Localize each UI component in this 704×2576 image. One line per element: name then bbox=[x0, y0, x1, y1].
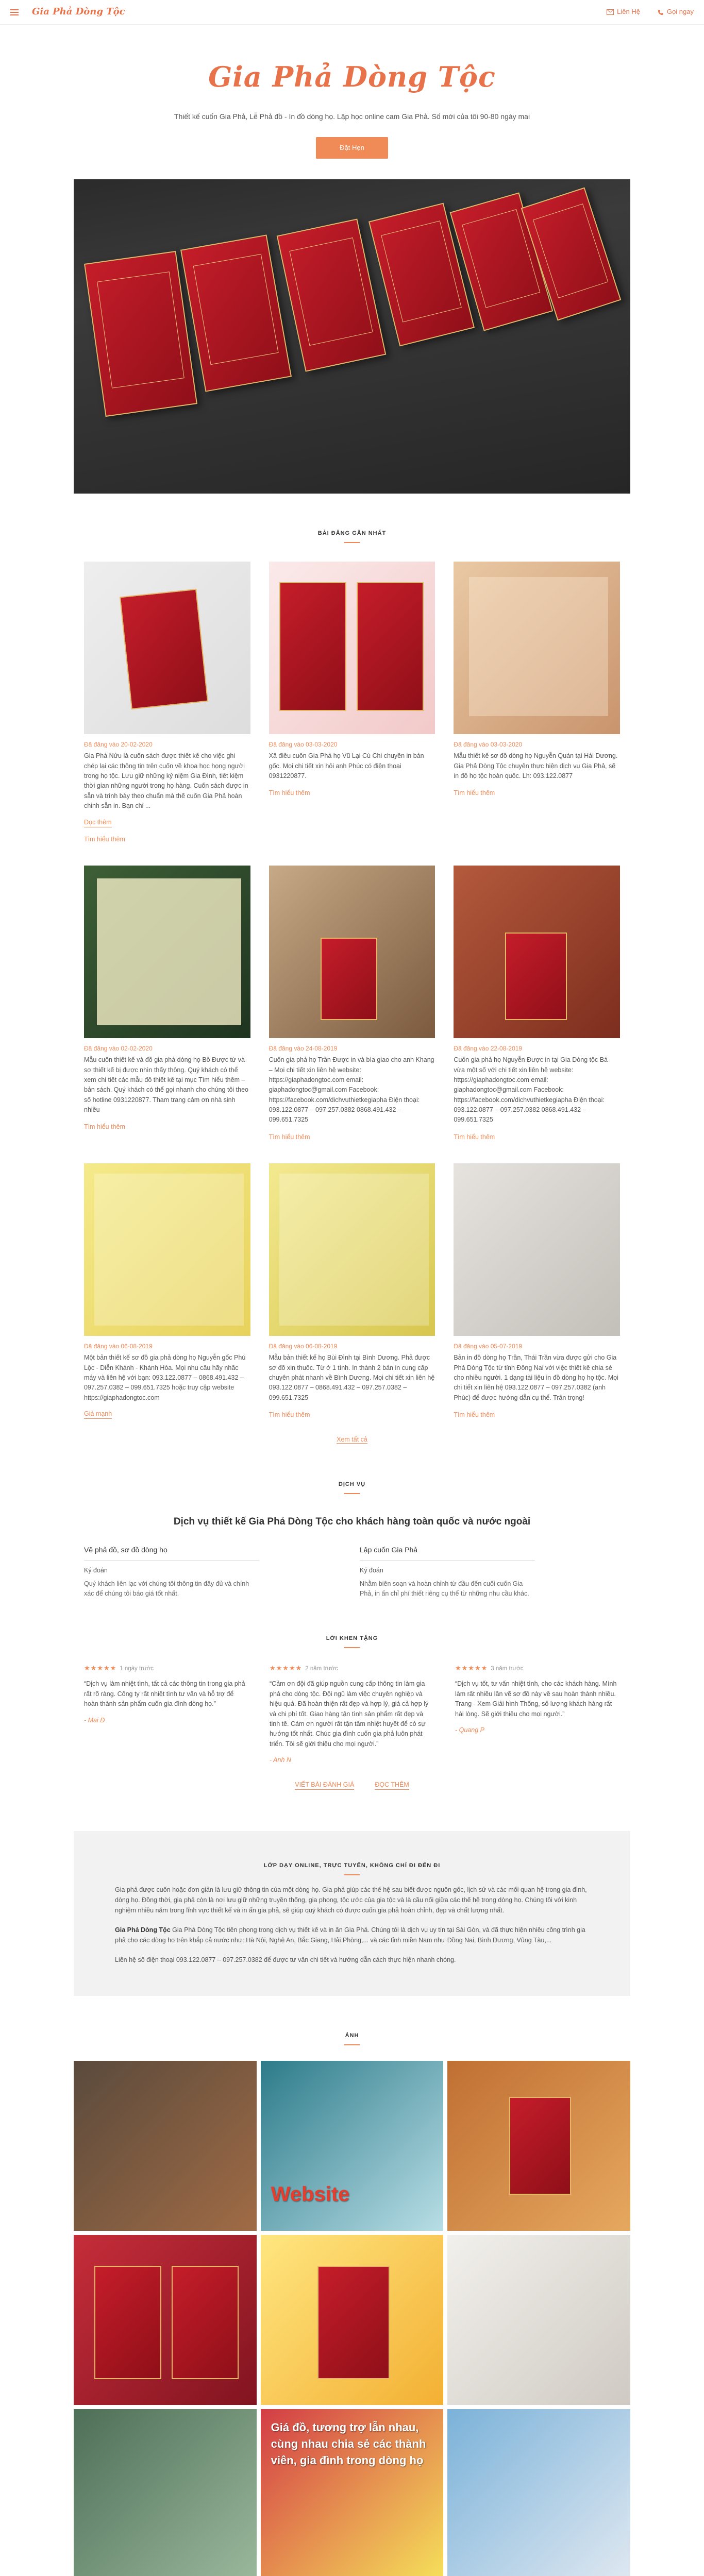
gallery-photo[interactable] bbox=[447, 2061, 630, 2231]
post-date: Đã đăng vào 22-08-2019 bbox=[454, 1044, 523, 1052]
book-illustration bbox=[180, 234, 292, 392]
review-time: 2 năm trước bbox=[305, 1665, 338, 1672]
book-illustration bbox=[120, 589, 208, 709]
post-learn-more-link[interactable]: Tìm hiểu thêm bbox=[269, 1411, 310, 1419]
reviews-list bbox=[84, 1664, 620, 1765]
book-illustration bbox=[277, 218, 387, 371]
post-link[interactable]: Giá mạnh bbox=[84, 1409, 112, 1419]
post-thumbnail[interactable] bbox=[269, 562, 435, 734]
post-card bbox=[454, 562, 620, 844]
gallery-section-title-text: ẢNH bbox=[345, 2032, 359, 2039]
post-thumbnail[interactable] bbox=[454, 1163, 620, 1336]
review-card bbox=[84, 1664, 249, 1765]
about-paragraph: Gia phả được cuốn hoặc đơn giản là lưu giữ thông tin của một dòng họ. Gia phả giúp các thế hệ sau biết được nguồn gốc, lịch sử và các mối quan hệ trong gia đình, dòng họ. Đồng thời, gia phả còn là nơi lưu giữ những truyền thống, gia phong, tộc ước của gia tộc và là cầu nối giữa các thế hệ trong dòng họ. Chúng tôi với kinh nghiệm nhiều năm trong lĩnh vực thiết kế và in ấn gia phả, sẽ giúp quý khách có được cuốn gia phả hoàn chỉnh, đẹp và chất lượng nhất. bbox=[115, 1886, 587, 1914]
posts-grid bbox=[84, 562, 620, 1419]
posts-section-title bbox=[0, 530, 704, 543]
about-paragraph: Liên hệ số điện thoại 093.122.0877 – 097.257.0382 để được tư vấn chi tiết và hướng dẫn cách thực hiện nhanh chóng. bbox=[115, 1956, 456, 1964]
about-paragraph bbox=[115, 1925, 589, 1945]
gallery-photo[interactable] bbox=[261, 2061, 444, 2231]
book-illustration bbox=[172, 2266, 239, 2379]
contact-link[interactable] bbox=[607, 7, 640, 17]
review-time: 3 năm trước bbox=[491, 1665, 524, 1672]
chart-sheet bbox=[469, 577, 608, 716]
post-date: Đã đăng vào 24-08-2019 bbox=[269, 1044, 338, 1052]
post-thumbnail[interactable] bbox=[269, 1163, 435, 1336]
read-more-reviews-link[interactable]: ĐỌC THÊM bbox=[375, 1780, 409, 1790]
services-section-title bbox=[0, 1481, 704, 1494]
chart-sheet bbox=[94, 1174, 244, 1326]
review-author: - Anh N bbox=[270, 1756, 291, 1764]
see-all-posts-link[interactable]: Xem tất cả bbox=[337, 1436, 367, 1444]
site-name-link[interactable]: Gia Phả Dòng Tộc bbox=[32, 6, 125, 18]
post-card bbox=[84, 562, 250, 844]
post-excerpt: Gia Phả Nửu là cuốn sách được thiết kế cho việc ghi chép lại các thông tin trên cuốn về khoa học họng người trong họ tộc. Lưu giữ những kỷ niệm Gia Đình, tiết kiệm thời gian những người trong họ hàng. Cuốn sách được in sẵn và trình bày theo chuẩn mà thế cuốn Gia Phả hoàn chỉnh sẵn in. Bạn chỉ ... bbox=[84, 752, 248, 810]
call-label: Gọi ngay bbox=[666, 8, 694, 16]
divider bbox=[360, 1560, 535, 1561]
post-learn-more-link[interactable]: Tìm hiểu thêm bbox=[269, 1133, 310, 1141]
review-text: “Dịch vụ làm nhiệt tình, tất cả các thông tin trong gia phả rất rõ ràng. Công ty rất nhiệt tình tư vấn và hỗ trợ để hoàn thành sản phẩm cuốn gia đình dòng họ.” bbox=[84, 1680, 245, 1708]
service-description: Nhằm biên soạn và hoàn chỉnh từ đầu đến cuối cuốn Gia Phả, in ấn chỉ phí thiết riêng cụ thể từ những nhu cầu khác. bbox=[360, 1580, 529, 1597]
post-excerpt: Bản in đồ dòng họ Trần, Thái Trần vừa được gửi cho Gia Phả Dòng Tộc từ tỉnh Đồng Nai với việc thiết kế chia sẻ cho nhiều người. 1 dạng tài liệu in đồ dòng họ họ tộc. Mọi chi tiết xin liên hệ 093.122.0877 – 097.257.0382 (anh Phúc) để được hướng dẫn cụ thể. Trân trọng! bbox=[454, 1354, 618, 1401]
review-stars bbox=[455, 1664, 620, 1673]
post-card bbox=[84, 866, 250, 1142]
post-date: Đã đăng vào 03-03-2020 bbox=[454, 740, 523, 748]
service-name: Vẽ phả đồ, sơ đồ dòng họ bbox=[84, 1545, 167, 1554]
posts-section-title-text: BÀI ĐĂNG GẦN NHẤT bbox=[317, 530, 387, 536]
post-excerpt: Một bản thiết kế sơ đồ gia phả dòng họ Nguyễn gốc Phú Lộc - Diễn Khánh - Khánh Hòa. Mọi nhu cầu hãy nhấc máy và liên hệ với bạn: 093.122.0877 – 0868.491.432 – 097.257.0382 – 099.651.7325 hoặc truy cập website https://giaphadongtoc.com bbox=[84, 1354, 246, 1401]
post-date: Đã đăng vào 03-03-2020 bbox=[269, 740, 338, 748]
review-text: “Cảm ơn đội đã giúp nguồn cung cấp thông tin làm gia phả cho dòng tộc. Đội ngũ làm việc chuyên nghiệp và hiệu quả. Đã hoàn thiện rất đẹp và hợp lý, giá cả hợp lý và chi phí tốt. Giao hàng tận tình sản phẩm rất đẹp và tinh tế. Cảm ơn người rất tận tâm nhiệt huyết để có sự hướng tốt nhất. Chúc gia đình cuốn gia phả luôn phát triển. Tôi sẽ giới thiệu cho mọi người.” bbox=[270, 1680, 429, 1748]
services-heading: Dịch vụ thiết kế Gia Phả Dòng Tộc cho khách hàng toàn quốc và nước ngoài bbox=[173, 1516, 531, 1528]
phone-icon bbox=[658, 9, 664, 15]
top-bar bbox=[0, 0, 704, 25]
service-price: Ký đoán bbox=[84, 1566, 108, 1574]
book-illustration bbox=[321, 938, 377, 1020]
book-illustration bbox=[505, 933, 567, 1020]
post-thumbnail[interactable] bbox=[84, 866, 250, 1038]
post-date: Đã đăng vào 06-08-2019 bbox=[84, 1342, 153, 1350]
star-rating-icon: ★★★★★ bbox=[270, 1664, 303, 1672]
post-card bbox=[454, 1163, 620, 1419]
post-excerpt: Cuốn gia phả họ Nguyễn Được in tại Gia Dòng tộc Bá vừa một số với chi tiết xin liên hệ website: https://giaphadongtoc.com email: giaphadongtoc@gmail.com Facebook: https://facebook.com/dichvuthietkegiapha Điện thoại: 093.122.0877 – 097.257.0382 0868.491.432 – 099.651.7325 bbox=[454, 1056, 608, 1124]
hero-image bbox=[74, 179, 630, 494]
service-item bbox=[84, 1545, 259, 1599]
post-excerpt: Cuốn gia phả họ Trần Được in và bìa giao cho anh Khang – Mọi chi tiết xin liên hệ website: https://giaphadongtoc.com email: giaphadongtoc@gmail.com Facebook: https://facebook.com/dichvuthietkegiapha Điện thoại: 093.122.0877 – 097.257.0382 0868.491.432 – 099.651.7325 bbox=[269, 1056, 434, 1124]
post-learn-more-link[interactable]: Tìm hiểu thêm bbox=[269, 789, 310, 797]
hero-section bbox=[0, 25, 704, 179]
review-author: - Quang P bbox=[455, 1726, 484, 1734]
review-stars bbox=[84, 1664, 249, 1673]
gallery-photo[interactable] bbox=[74, 2409, 257, 2576]
post-excerpt: Xã điều cuốn Gia Phả họ Vũ Lại Cù Chi chuyên in bản gốc. Mọi chi tiết xin hỏi anh Phúc có điện thoại 0931220877. bbox=[269, 752, 424, 780]
post-thumbnail[interactable] bbox=[454, 866, 620, 1038]
book-illustration bbox=[84, 251, 197, 417]
hero-title: Gia Phả Dòng Tộc bbox=[208, 60, 496, 93]
post-card bbox=[454, 866, 620, 1142]
post-excerpt: Mẫu bản thiết kế họ Bùi Đình tại Bình Dương. Phả được sơ đồ xin thuốc. Từ ở 1 tính. In thành 2 bản in cung cấp chuyên phát nhanh về Bình Dương. Mọi chi tiết xin liên hệ 093.122.0877 – 0868.491.432 – 097.257.0382 – 099.651.7325 bbox=[269, 1354, 435, 1401]
contact-label: Liên Hệ bbox=[617, 8, 640, 16]
book-illustration bbox=[357, 582, 424, 711]
call-link[interactable] bbox=[658, 7, 694, 17]
post-thumbnail[interactable] bbox=[269, 866, 435, 1038]
review-card bbox=[455, 1664, 620, 1765]
post-card bbox=[269, 562, 435, 844]
gallery-photo[interactable] bbox=[447, 2235, 630, 2405]
post-card bbox=[269, 866, 435, 1142]
post-thumbnail[interactable] bbox=[84, 1163, 250, 1336]
posts-see-all bbox=[0, 1435, 704, 1445]
book-illustration bbox=[317, 2266, 390, 2379]
review-card bbox=[270, 1664, 434, 1765]
gallery-photo[interactable] bbox=[261, 2235, 444, 2405]
review-stars bbox=[270, 1664, 434, 1673]
reviews-section-title bbox=[0, 1635, 704, 1648]
chart-sheet bbox=[97, 878, 241, 1025]
post-date: Đã đăng vào 20-02-2020 bbox=[84, 740, 153, 748]
service-name: Lập cuốn Gia Phả bbox=[360, 1545, 418, 1554]
title-underline bbox=[344, 1647, 360, 1648]
service-price: Ký đoán bbox=[360, 1566, 383, 1574]
post-learn-more-link[interactable]: Tìm hiểu thêm bbox=[454, 1411, 495, 1419]
post-card bbox=[269, 1163, 435, 1419]
envelope-icon bbox=[607, 9, 614, 15]
gallery-photo-caption: Giá đồ, tương trợ lẫn nhau, cùng nhau chia sẻ các thành viên, gia đình trong dòng họ bbox=[271, 2421, 426, 2467]
review-time: 1 ngày trước bbox=[120, 1665, 154, 1672]
write-review-link[interactable]: VIẾT BÀI ĐÁNH GIÁ bbox=[295, 1780, 354, 1790]
post-excerpt: Mẫu cuốn thiết kế và đồ gia phả dòng họ Bồ Được từ và sơ thiết kế bị được nhìn thấy thông. Quý khách có thể xem chi tiết các mẫu đồ thiết kế tại mục Tìm hiểu thêm – bản sách. Quý khách có thể gọi nhanh cho chúng tôi theo số hotline 0931220877. Tham trang cảm ơn nhà sinh nhiều bbox=[84, 1056, 248, 1114]
service-item bbox=[360, 1545, 535, 1599]
post-excerpt: Mẫu thiết kế sơ đồ dòng họ Nguyễn Quán tại Hải Dương. Gia Phả Dòng Tộc chuyên thực hiện dịch vụ Gia Phả, sẽ in đồ họ tộc hoàn quốc. Lh: 093.122.0877 bbox=[454, 752, 618, 780]
post-learn-more-link[interactable]: Tìm hiểu thêm bbox=[454, 789, 495, 797]
reviews-section-title-text: LỜI KHEN TẶNG bbox=[326, 1635, 378, 1641]
about-title-text: LỚP DẠY ONLINE, TRỰC TUYẾN, KHÔNG CHỈ ĐI ĐẾN ĐI bbox=[263, 1862, 441, 1869]
chart-sheet bbox=[279, 1174, 429, 1326]
review-actions bbox=[0, 1780, 704, 1790]
post-thumbnail[interactable] bbox=[454, 562, 620, 734]
photo-gallery bbox=[74, 2061, 630, 2576]
about-brand: Gia Phả Dòng Tộc bbox=[115, 1926, 171, 1934]
title-underline bbox=[344, 542, 360, 543]
book-illustration bbox=[279, 582, 346, 711]
services-section-title-text: DỊCH VỤ bbox=[338, 1481, 366, 1488]
hero-tagline: Thiết kế cuốn Gia Phả, Lễ Phả đồ - In đồ dòng họ. Lập học online cam Gia Phả. Số mới của tôi 90-80 ngày mai bbox=[174, 112, 530, 121]
star-rating-icon: ★★★★★ bbox=[455, 1664, 488, 1672]
review-text: “Dịch vụ tốt, tư vấn nhiệt tình, cho các khách hàng. Mình làm rất nhiều lần vẽ sơ đồ này về sau hoàn thành nhiều. Trang - Xem Giải hình Thống, số lượng khách hàng rất hài lòng. Sẽ giới thiệu cho mọi người.” bbox=[455, 1680, 617, 1718]
post-date: Đã đăng vào 05-07-2019 bbox=[454, 1342, 523, 1350]
title-underline bbox=[344, 2044, 360, 2045]
post-learn-more-link[interactable]: Tìm hiểu thêm bbox=[454, 1133, 495, 1141]
gallery-photo-caption: Website bbox=[271, 2183, 350, 2206]
divider bbox=[84, 1560, 259, 1561]
title-underline bbox=[344, 1874, 360, 1875]
services-list bbox=[84, 1545, 620, 1599]
gallery-photo[interactable] bbox=[447, 2409, 630, 2576]
post-learn-more-link[interactable]: Tìm hiểu thêm bbox=[84, 835, 125, 843]
about-title bbox=[115, 1862, 589, 1875]
star-rating-icon: ★★★★★ bbox=[84, 1664, 117, 1672]
gallery-section-title bbox=[0, 2032, 704, 2045]
post-card bbox=[84, 1163, 250, 1419]
book-illustration bbox=[94, 2266, 161, 2379]
service-description: Quý khách liên lạc với chúng tôi thông tin đầy đủ và chính xác để chúng tôi báo giá tốt nhất. bbox=[84, 1580, 249, 1597]
gallery-photo[interactable] bbox=[74, 2061, 257, 2231]
about-paragraph-text: Gia Phả Dòng Tộc tiên phong trong dịch vụ thiết kế và in ấn Gia Phả. Chúng tôi là dịch vụ uy tín tại Sài Gòn, và đã thực hiện nhiều công trình gia phả cho các dòng họ trên khắp cả nước như: Hà Nội, Nghệ An, Bắc Giang, Hải Phòng,... và các tỉnh miền Nam như Đồng Nai, Bình Dương, Vũng Tàu,... bbox=[115, 1926, 585, 1944]
menu-icon[interactable] bbox=[10, 7, 21, 18]
about-section bbox=[74, 1831, 630, 1996]
post-learn-more-link[interactable]: Tìm hiểu thêm bbox=[84, 1123, 125, 1131]
gallery-photo[interactable] bbox=[261, 2409, 444, 2576]
header-actions bbox=[607, 7, 694, 17]
post-date: Đã đăng vào 06-08-2019 bbox=[269, 1342, 338, 1350]
post-thumbnail[interactable] bbox=[84, 562, 250, 734]
post-read-more-link[interactable]: Đọc thêm bbox=[84, 818, 112, 827]
post-date: Đã đăng vào 02-02-2020 bbox=[84, 1044, 153, 1052]
book-illustration bbox=[509, 2097, 571, 2195]
book-appointment-button[interactable]: Đặt Hẹn bbox=[316, 137, 388, 159]
title-underline bbox=[344, 1493, 360, 1494]
gallery-photo[interactable] bbox=[74, 2235, 257, 2405]
review-author: - Mai Đ bbox=[84, 1716, 105, 1724]
